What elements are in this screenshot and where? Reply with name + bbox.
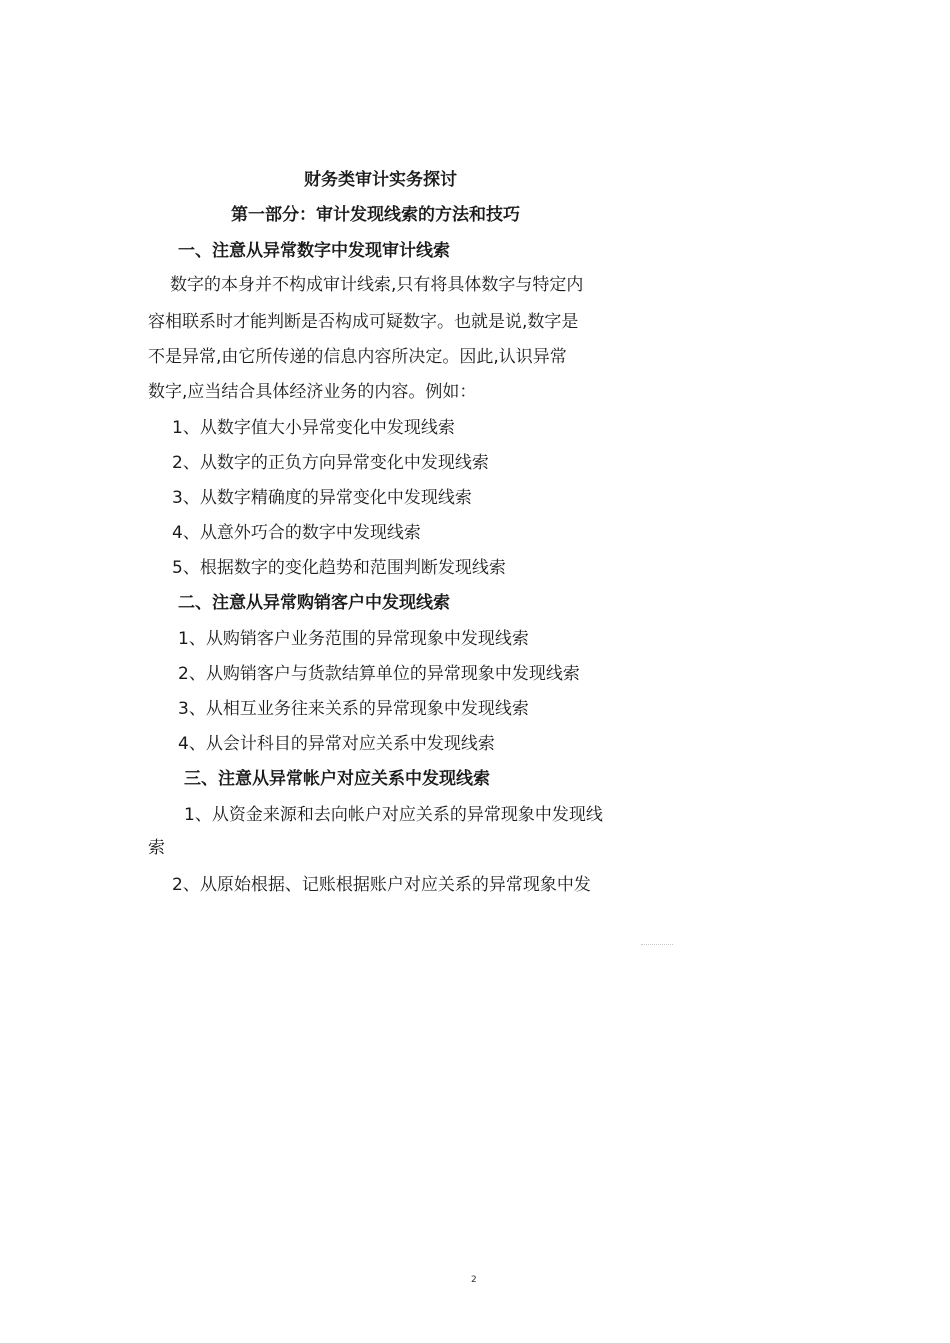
list-item-continuation: 索 bbox=[148, 838, 165, 858]
part-heading: 第一部分：审计发现线索的方法和技巧 bbox=[231, 205, 520, 225]
section-3-heading: 三、注意从异常帐户对应关系中发现线索 bbox=[184, 769, 490, 789]
list-item: 2、从数字的正负方向异常变化中发现线索 bbox=[172, 453, 489, 473]
list-item: 5、根据数字的变化趋势和范围判断发现线索 bbox=[172, 558, 506, 578]
paragraph-line: 数字,应当结合具体经济业务的内容。例如： bbox=[148, 382, 477, 402]
page-number: 2 bbox=[471, 1275, 477, 1285]
dotted-mark bbox=[641, 944, 673, 945]
section-2-heading: 二、注意从异常购销客户中发现线索 bbox=[178, 593, 450, 613]
paragraph-line: 容相联系时才能判断是否构成可疑数字。也就是说,数字是 bbox=[148, 312, 579, 332]
list-item: 1、从资金来源和去向帐户对应关系的异常现象中发现线 bbox=[184, 805, 603, 825]
list-item: 2、从原始根据、记账根据账户对应关系的异常现象中发 bbox=[172, 875, 591, 895]
list-item: 4、从会计科目的异常对应关系中发现线索 bbox=[178, 734, 495, 754]
section-1-heading: 一、注意从异常数字中发现审计线索 bbox=[178, 241, 450, 261]
paragraph-line: 数字的本身并不构成审计线索,只有将具体数字与特定内 bbox=[170, 275, 584, 295]
document-title: 财务类审计实务探讨 bbox=[304, 170, 457, 190]
list-item: 2、从购销客户与货款结算单位的异常现象中发现线索 bbox=[178, 664, 580, 684]
list-item: 3、从数字精确度的异常变化中发现线索 bbox=[172, 488, 472, 508]
list-item: 3、从相互业务往来关系的异常现象中发现线索 bbox=[178, 699, 529, 719]
list-item: 4、从意外巧合的数字中发现线索 bbox=[172, 523, 421, 543]
list-item: 1、从数字值大小异常变化中发现线索 bbox=[172, 418, 455, 438]
paragraph-line: 不是异常,由它所传递的信息内容所决定。因此,认识异常 bbox=[148, 347, 567, 367]
list-item: 1、从购销客户业务范围的异常现象中发现线索 bbox=[178, 629, 529, 649]
